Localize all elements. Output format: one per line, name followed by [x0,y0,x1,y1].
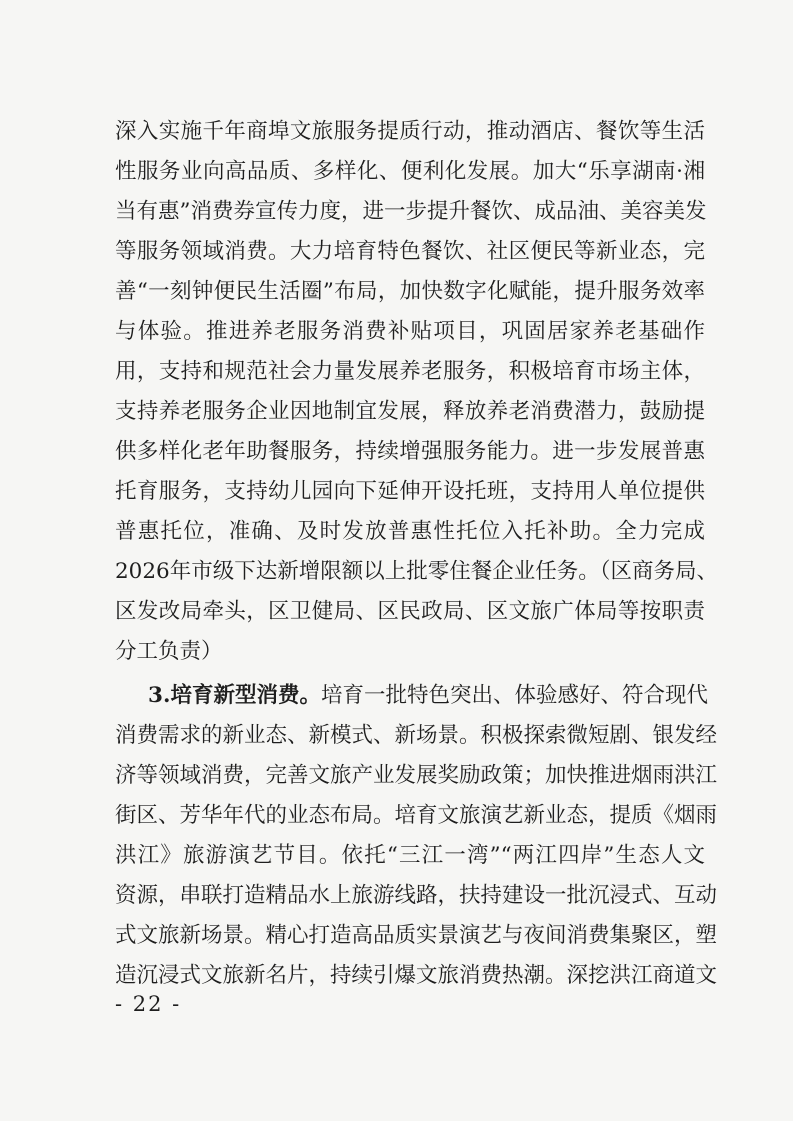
text-line: 洪江》旅游演艺节目。依托“三江一湾”“两江四岸”生态人文 [115,843,705,868]
text-line: 善“一刻钟便民生活圈”布局，加快数字化赋能，提升服务效率 [115,279,705,304]
text-line: 普惠托位，准确、及时发放普惠性托位入托补助。全力完成 [115,519,705,544]
text-line-last: 分工负责） [115,639,223,664]
text-line: 资源，串联打造精品水上旅游线路，扶持建设一批沉浸式、互动 [115,883,718,908]
text-line: 支持养老服务企业因地制宜发展，释放养老消费潜力，鼓励提 [115,399,705,424]
text-line: 深入实施千年商埠文旅服务提质行动，推动酒店、餐饮等生活 [115,119,705,144]
text-line: 济等领域消费，完善文旅产业发展奖励政策；加快推进烟雨洪江 [115,763,718,788]
text-line: 当有惠”消费券宣传力度，进一步提升餐饮、成品油、美容美发 [115,199,707,224]
text-line: 造沉浸式文旅新名片，持续引爆文旅消费热潮。深挖洪江商道文 [115,963,718,988]
page-number: - 22 - [115,992,182,1016]
text-line: 2026年市级下达新增限额以上批零住餐企业任务。（区商务局、 [115,559,718,584]
text-line: 式文旅新场景。精心打造高品质实景演艺与夜间消费集聚区，塑 [115,923,718,948]
text-line: 区发改局牵头，区卫健局、区民政局、区文旅广体局等按职责 [115,599,705,624]
text-line: 等服务领域消费。大力培育特色餐饮、社区便民等新业态，完 [115,239,705,264]
text-line: 与体验。推进养老服务消费补贴项目，巩固居家养老基础作 [115,319,705,344]
text-line: 托育服务，支持幼儿园向下延伸开设托班，支持用人单位提供 [115,479,705,504]
text-line: 消费需求的新业态、新模式、新场景。积极探索微短剧、银发经 [115,723,718,748]
text-line: 性服务业向高品质、多样化、便利化发展。加大“乐享湖南·湘 [115,159,705,184]
section-3-heading: 3.培育新型消费。 [148,683,321,708]
text-line: 供多样化老年助餐服务，持续增强服务能力。进一步发展普惠 [115,439,705,464]
section-3-first-line-text: 培育一批特色突出、体验感好、符合现代 [320,683,708,708]
section-3-first-line [148,676,708,716]
text-line: 街区、芳华年代的业态布局。培育文旅演艺新业态，提质《烟雨 [115,803,718,828]
text-line: 用，支持和规范社会力量发展养老服务，积极培育市场主体， [115,359,705,384]
